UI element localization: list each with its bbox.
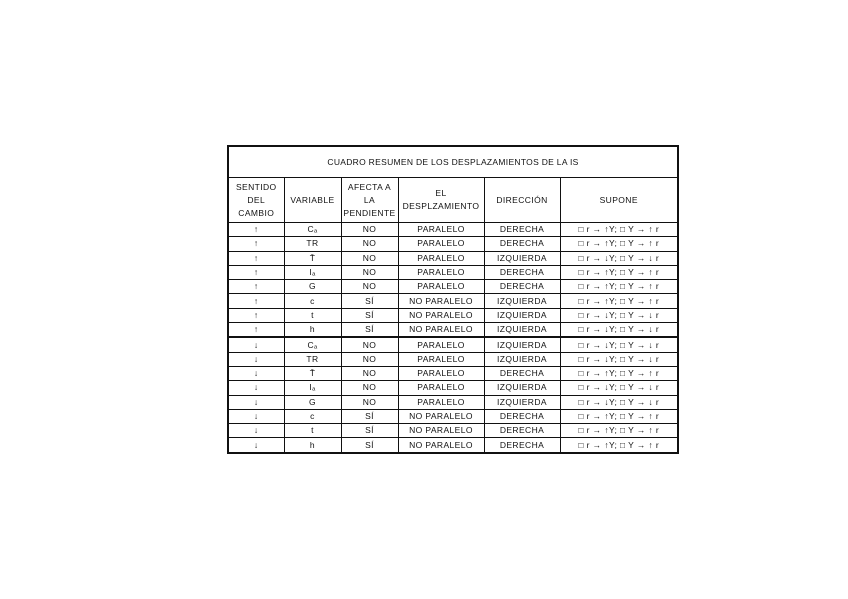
cell-desplazamiento: PARALELO [398,366,484,380]
table-row [228,323,678,338]
cell-afecta: NO [341,352,398,366]
header-row [228,178,678,223]
cell-sentido: ↓ [228,381,284,395]
header-desplazamiento: EL DESPLZAMIENTO [398,178,484,223]
cell-sentido: ↓ [228,395,284,409]
cell-direccion: IZQUIERDA [484,251,560,265]
cell-direccion: DERECHA [484,409,560,423]
cell-direccion: DERECHA [484,424,560,438]
cell-sentido: ↑ [228,251,284,265]
cell-sentido: ↑ [228,237,284,251]
cell-afecta: SÍ [341,323,398,338]
cell-afecta: NO [341,237,398,251]
cell-afecta: SÍ [341,294,398,308]
cell-desplazamiento: PARALELO [398,265,484,279]
cell-variable: TR [284,352,341,366]
cell-variable: G [284,280,341,294]
cell-direccion: DERECHA [484,438,560,453]
cell-variable: TR [284,237,341,251]
cell-direccion: IZQUIERDA [484,337,560,352]
cell-supone: □ r → ↓Y; □ Y → ↓ r [560,381,678,395]
cell-desplazamiento: NO PARALELO [398,424,484,438]
cell-desplazamiento: PARALELO [398,251,484,265]
cell-sentido: ↓ [228,337,284,352]
table-row [228,223,678,237]
cell-direccion: DERECHA [484,265,560,279]
cell-supone: □ r → ↑Y; □ Y → ↑ r [560,438,678,453]
cell-variable: t [284,424,341,438]
cell-variable: Iₐ [284,265,341,279]
cell-supone: □ r → ↓Y; □ Y → ↓ r [560,352,678,366]
cell-sentido: ↑ [228,294,284,308]
table-row [228,409,678,423]
table-title: CUADRO RESUMEN DE LOS DESPLAZAMIENTOS DE LA IS [228,146,678,178]
summary-table [227,145,679,454]
cell-desplazamiento: PARALELO [398,337,484,352]
cell-direccion: IZQUIERDA [484,381,560,395]
header-direccion: DIRECCIÓN [484,178,560,223]
header-sentido: SENTIDO DEL CAMBIO [228,178,284,223]
cell-sentido: ↑ [228,265,284,279]
cell-desplazamiento: NO PARALELO [398,323,484,338]
table-row [228,294,678,308]
cell-sentido: ↓ [228,438,284,453]
cell-variable: Cₐ [284,223,341,237]
table-row [228,352,678,366]
cell-direccion: DERECHA [484,280,560,294]
cell-sentido: ↑ [228,223,284,237]
cell-sentido: ↑ [228,280,284,294]
cell-afecta: NO [341,381,398,395]
cell-sentido: ↑ [228,308,284,322]
cell-afecta: NO [341,223,398,237]
cell-variable: t [284,308,341,322]
table-row [228,424,678,438]
table-row [228,337,678,352]
cell-variable: Iₐ [284,381,341,395]
cell-supone: □ r → ↓Y; □ Y → ↓ r [560,251,678,265]
cell-desplazamiento: NO PARALELO [398,294,484,308]
cell-variable: c [284,294,341,308]
cell-afecta: SÍ [341,409,398,423]
cell-sentido: ↓ [228,424,284,438]
cell-supone: □ r → ↓Y; □ Y → ↓ r [560,337,678,352]
cell-afecta: SÍ [341,308,398,322]
cell-supone: □ r → ↑Y; □ Y → ↑ r [560,409,678,423]
table-row [228,251,678,265]
cell-direccion: IZQUIERDA [484,294,560,308]
cell-desplazamiento: NO PARALELO [398,438,484,453]
cell-desplazamiento: PARALELO [398,395,484,409]
cell-variable: h [284,323,341,338]
cell-afecta: NO [341,366,398,380]
table-body [228,146,678,453]
table-row [228,438,678,453]
cell-desplazamiento: PARALELO [398,280,484,294]
header-supone: SUPONE [560,178,678,223]
cell-sentido: ↓ [228,366,284,380]
cell-variable: G [284,395,341,409]
table-row [228,381,678,395]
cell-direccion: IZQUIERDA [484,308,560,322]
cell-direccion: IZQUIERDA [484,395,560,409]
cell-afecta: NO [341,265,398,279]
cell-afecta: SÍ [341,438,398,453]
cell-supone: □ r → ↑Y; □ Y → ↑ r [560,237,678,251]
cell-variable: c [284,409,341,423]
header-afecta: AFECTA A LA PENDIENTE [341,178,398,223]
cell-supone: □ r → ↓Y; □ Y → ↓ r [560,395,678,409]
cell-supone: □ r → ↑Y; □ Y → ↑ r [560,424,678,438]
cell-desplazamiento: PARALELO [398,381,484,395]
table-title-row [228,146,678,178]
cell-sentido: ↓ [228,409,284,423]
table-row [228,308,678,322]
cell-variable: h [284,438,341,453]
cell-desplazamiento: NO PARALELO [398,409,484,423]
table-row [228,280,678,294]
cell-variable: T̄ [284,366,341,380]
cell-direccion: DERECHA [484,237,560,251]
cell-desplazamiento: PARALELO [398,237,484,251]
cell-desplazamiento: PARALELO [398,352,484,366]
cell-supone: □ r → ↑Y; □ Y → ↑ r [560,366,678,380]
cell-variable: T̄ [284,251,341,265]
cell-desplazamiento: PARALELO [398,223,484,237]
table-row [228,366,678,380]
cell-sentido: ↑ [228,323,284,338]
cell-supone: □ r → ↑Y; □ Y → ↑ r [560,223,678,237]
cell-afecta: NO [341,251,398,265]
table-row [228,265,678,279]
cell-supone: □ r → ↓Y; □ Y → ↓ r [560,323,678,338]
header-variable: VARIABLE [284,178,341,223]
cell-direccion: DERECHA [484,223,560,237]
cell-direccion: IZQUIERDA [484,323,560,338]
cell-afecta: NO [341,280,398,294]
cell-afecta: NO [341,395,398,409]
cell-afecta: SÍ [341,424,398,438]
cell-supone: □ r → ↑Y; □ Y → ↑ r [560,265,678,279]
cell-direccion: DERECHA [484,366,560,380]
cell-sentido: ↓ [228,352,284,366]
cell-direccion: IZQUIERDA [484,352,560,366]
cell-supone: □ r → ↓Y; □ Y → ↓ r [560,308,678,322]
cell-afecta: NO [341,337,398,352]
table-row [228,237,678,251]
cell-variable: Cₐ [284,337,341,352]
table-row [228,395,678,409]
cell-desplazamiento: NO PARALELO [398,308,484,322]
cell-supone: □ r → ↑Y; □ Y → ↑ r [560,294,678,308]
cell-supone: □ r → ↑Y; □ Y → ↑ r [560,280,678,294]
